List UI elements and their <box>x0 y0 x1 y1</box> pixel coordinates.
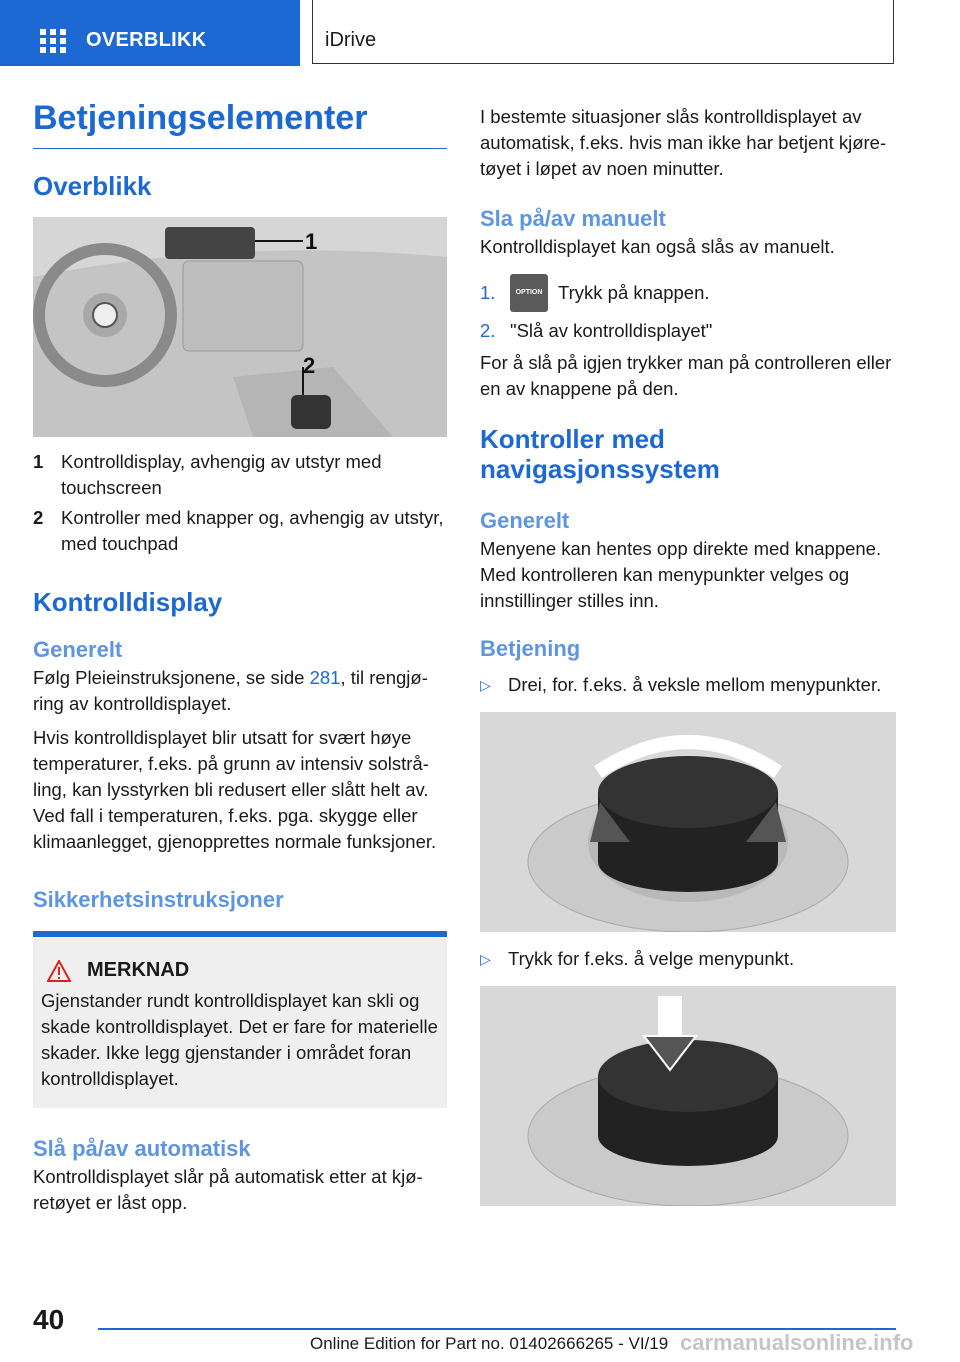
page-ref-link[interactable]: 281 <box>309 667 341 688</box>
press-controller-illustration <box>480 986 896 1206</box>
footer <box>0 1290 960 1362</box>
nav-heading: Kontroller med navigasjonssystem <box>480 424 720 484</box>
bullet-item <box>480 946 896 972</box>
temperature-paragraph: Hvis kontrolldisplayet blir utsatt for svært høye temperaturer, f.eks. på grunn av intensiv solstråling, kan lysstyrken bli redusert eller slått helt av. Ved fall i temperaturen, f.eks. pga. skygge eller klimaanlegget, gjenopprettes normale funksjoner. <box>33 727 437 852</box>
caption-number: 1 <box>33 451 44 472</box>
left-column <box>33 96 447 1216</box>
safety-heading: Sikkerhetsinstruksjoner <box>33 887 284 912</box>
triangle-bullet-icon: ▷ <box>480 951 491 967</box>
watermark: carmanualsonline.info <box>680 1330 914 1355</box>
page-number: 40 <box>33 1304 65 1335</box>
display-heading: Kontrolldisplay <box>33 587 223 617</box>
overview-tab-label: OVERBLIKK <box>86 29 207 51</box>
general-heading-left: Generelt <box>33 637 123 662</box>
care-text-start: Følg Pleieinstruksjonene, se side <box>33 667 310 688</box>
caption-number: 2 <box>33 507 44 528</box>
caption-item <box>33 449 447 501</box>
chapter-tab-label: iDrive <box>325 29 377 51</box>
right-column <box>480 104 896 1206</box>
option-button-icon: OPTION <box>510 274 548 312</box>
caption-text: Kontrolldisplay, avhengig av utstyr med touchscreen <box>61 451 382 498</box>
step-number: 2. <box>480 320 496 341</box>
caption-list <box>33 449 447 557</box>
step-text: "Slå av kontrolldisplayet" <box>510 320 713 341</box>
care-paragraph <box>33 665 447 717</box>
care-text-end: , til rengjøring av kontrolldisplayet. <box>33 667 428 714</box>
bullet-item <box>480 672 896 698</box>
intro-paragraph: I bestemte situasjoner slås kontrolldisplayet av automatisk, f.eks. hvis man ikke har betjent kjøretøyet i løpet av noen minutter. <box>480 106 887 179</box>
caption-item <box>33 505 447 557</box>
manual-after-text: For å slå på igjen trykker man på controlleren eller en av knappene på den. <box>480 352 892 399</box>
bullet-text: Trykk for f.eks. å velge menypunkt. <box>508 948 795 969</box>
notice-text: Gjenstander rundt kontrolldisplayet kan skli og skade kontrolldisplayet. Det er fare for materielle skader. Ikke legg gjenstander i området foran kontrolldisplayet. <box>41 990 438 1089</box>
manual-text: Kontrolldisplayet kan også slås av manuelt. <box>480 236 835 257</box>
notice-title: MERKNAD <box>87 959 190 981</box>
cockpit-illustration <box>33 217 447 437</box>
overview-tab[interactable] <box>0 0 300 66</box>
general-heading-right: Generelt <box>480 508 570 533</box>
manual-heading: Sla på/av manuelt <box>480 206 666 231</box>
caption-text: Kontroller med knapper og, avhengig av utstyr, med touchpad <box>61 507 444 554</box>
grid-icon <box>40 29 66 53</box>
top-bar <box>0 0 960 66</box>
callout-2: 2 <box>303 353 316 378</box>
triangle-bullet-icon: ▷ <box>480 677 491 693</box>
rotate-controller-illustration <box>480 712 896 932</box>
chapter-tab[interactable] <box>312 0 894 64</box>
notice-box <box>33 931 447 1108</box>
overview-heading: Overblikk <box>33 171 152 201</box>
general-text: Menyene kan hentes opp direkte med knappene. Med kontrolleren kan menypunkter velges og innstillinger stilles inn. <box>480 538 882 611</box>
auto-heading: Slå på/av automatisk <box>33 1136 251 1161</box>
step-item <box>480 274 896 312</box>
step-item <box>480 318 896 344</box>
operation-heading: Betjening <box>480 636 581 661</box>
step-number: 1. <box>480 282 496 303</box>
callout-1: 1 <box>305 229 318 254</box>
step-text: Trykk på knappen. <box>558 282 710 303</box>
bullet-text: Drei, for. f.eks. å veksle mellom menypunkter. <box>508 674 882 695</box>
edition-text: Online Edition for Part no. 01402666265 - VI/19 <box>310 1334 669 1353</box>
page-title: Betjeningselementer <box>33 96 447 149</box>
notice-header <box>41 959 439 982</box>
warning-triangle-icon <box>47 960 71 982</box>
auto-text: Kontrolldisplayet slår på automatisk etter at kjøretøyet er låst opp. <box>33 1166 423 1213</box>
step-list <box>480 274 896 344</box>
